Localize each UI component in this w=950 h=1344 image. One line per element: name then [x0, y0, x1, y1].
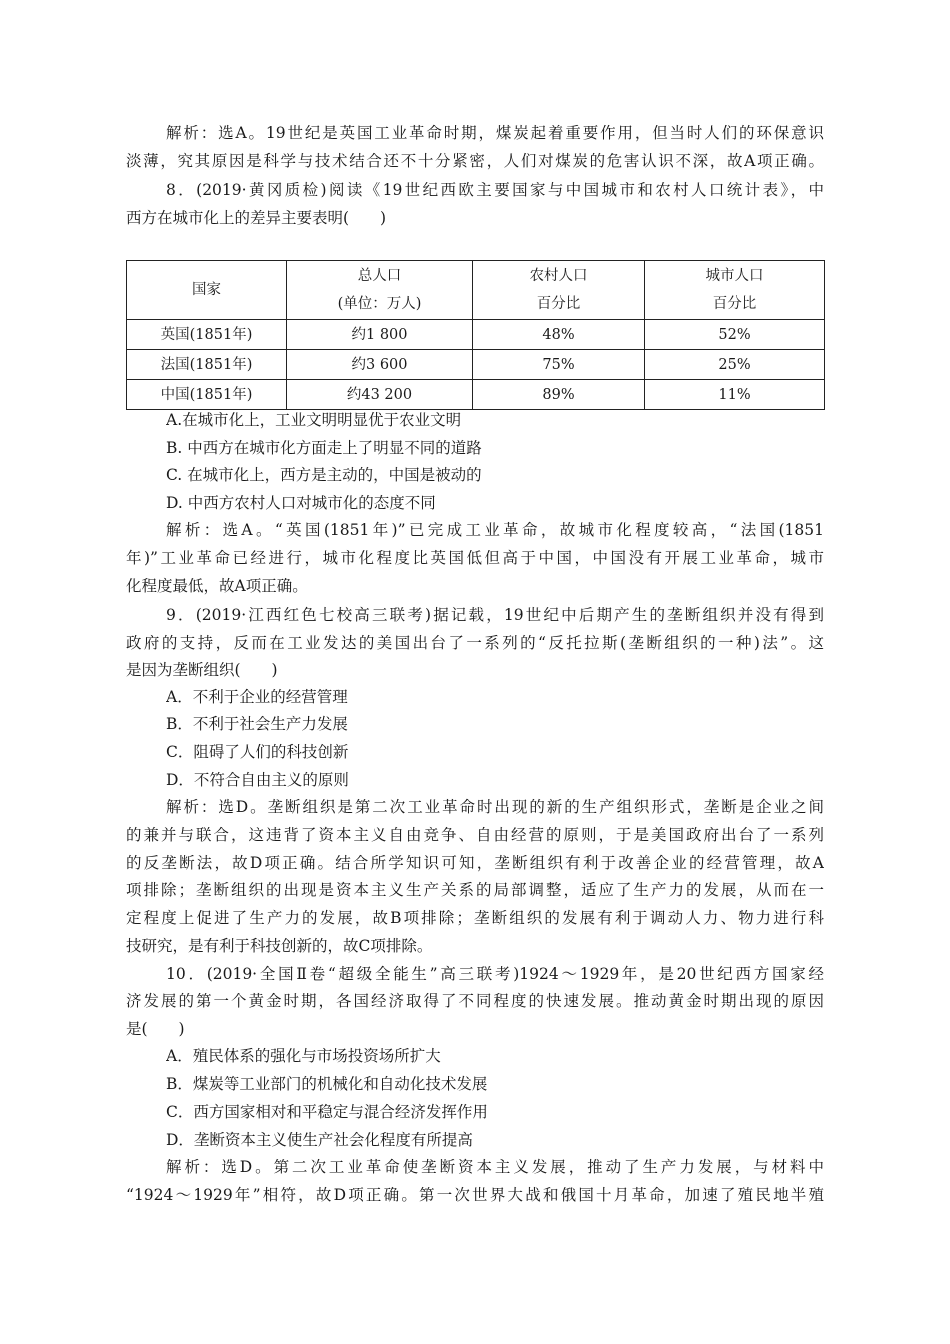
table-cell: 约1 800 — [287, 320, 473, 350]
table-cell: 52% — [645, 320, 825, 350]
header-country: 国家 — [127, 261, 287, 320]
table-cell: 约43 200 — [287, 380, 473, 410]
answer-10-line-1: 解析：选D。第二次工业革命使垄断资本主义发展，推动了生产力发展，与材料中 — [166, 1158, 824, 1176]
table-header-row — [127, 261, 825, 320]
q9-option-c: C．阻碍了人们的科技创新 — [166, 743, 349, 761]
question-10-line-1: 10．(2019·全国Ⅱ卷“超级全能生”高三联考)1924～1929年，是20世纪西方国家经 — [166, 965, 824, 983]
q9-option-b: B．不利于社会生产力发展 — [166, 715, 348, 733]
answer-9-line-6: 技研究，是有利于科技创新的，故C项排除。 — [126, 937, 433, 955]
header-total-population: 总人口 (单位：万人) — [287, 261, 473, 320]
q9-option-d: D．不符合自由主义的原则 — [166, 771, 349, 789]
answer-10-line-2: “1924～1929年”相符，故D项正确。第一次世界大战和俄国十月革命，加速了殖民地半殖 — [126, 1186, 824, 1204]
answer-9-line-4: 项排除；垄断组织的出现是资本主义生产关系的局部调整，适应了生产力的发展，从而在一 — [126, 881, 824, 899]
answer-9-line-3: 的反垄断法，故D项正确。结合所学知识可知，垄断组织有利于改善企业的经营管理，故A — [126, 854, 824, 872]
q8-option-b: B. 中西方在城市化方面走上了明显不同的道路 — [166, 439, 482, 457]
table-cell: 48% — [473, 320, 645, 350]
header-rural-percent: 农村人口 百分比 — [473, 261, 645, 320]
question-8-line-1: 8．(2019·黄冈质检)阅读《19世纪西欧主要国家与中国城市和农村人口统计表》，中 — [166, 181, 824, 199]
answer-9-line-1: 解析：选D。垄断组织是第二次工业革命时出现的新的生产组织形式，垄断是企业之间 — [166, 798, 824, 816]
table-cell: 11% — [645, 380, 825, 410]
question-9-line-2: 政府的支持，反而在工业发达的美国出台了一系列的“反托拉斯(垄断组织的一种)法”。这 — [126, 634, 824, 652]
table-cell: 约3 600 — [287, 350, 473, 380]
table-row — [127, 380, 825, 410]
question-9-line-1: 9．(2019·江西红色七校高三联考)据记载，19世纪中后期产生的垄断组织并没有得到 — [166, 606, 824, 624]
answer-8-line-1: 解析：选A。“英国(1851年)”已完成工业革命，故城市化程度较高，“法国(1851 — [166, 521, 824, 539]
table-row — [127, 320, 825, 350]
table-cell: 89% — [473, 380, 645, 410]
table-row — [127, 350, 825, 380]
q10-option-a: A．殖民体系的强化与市场投资场所扩大 — [166, 1047, 441, 1065]
population-table — [126, 260, 825, 410]
table-cell: 25% — [645, 350, 825, 380]
answer-9-line-2: 的兼并与联合，这违背了资本主义自由竞争、自由经营的原则，于是美国政府出台了一系列 — [126, 826, 824, 844]
q8-option-d: D. 中西方农村人口对城市化的态度不同 — [166, 494, 436, 512]
answer-7-line-2: 淡薄，究其原因是科学与技术结合还不十分紧密，人们对煤炭的危害认识不深，故A项正确。 — [126, 152, 824, 170]
table-cell: 法国(1851年) — [127, 350, 287, 380]
q10-option-d: D．垄断资本主义使生产社会化程度有所提高 — [166, 1131, 473, 1149]
question-10-line-2: 济发展的第一个黄金时期，各国经济取得了不同程度的快速发展。推动黄金时期出现的原因 — [126, 992, 824, 1010]
q8-option-c: C. 在城市化上，西方是主动的，中国是被动的 — [166, 466, 482, 484]
answer-7-line-1: 解析：选A。19世纪是英国工业革命时期，煤炭起着重要作用，但当时人们的环保意识 — [166, 124, 824, 142]
table-cell: 英国(1851年) — [127, 320, 287, 350]
q10-option-c: C．西方国家相对和平稳定与混合经济发挥作用 — [166, 1103, 488, 1121]
q9-option-a: A．不利于企业的经营管理 — [166, 688, 348, 706]
answer-9-line-5: 定程度上促进了生产力的发展，故B项排除；垄断组织的发展有利于调动人力、物力进行科 — [126, 909, 824, 927]
header-urban-percent: 城市人口 百分比 — [645, 261, 825, 320]
question-10-line-3: 是( ) — [126, 1020, 185, 1038]
question-9-line-3: 是因为垄断组织( ) — [126, 661, 278, 679]
table-cell: 75% — [473, 350, 645, 380]
q10-option-b: B．煤炭等工业部门的机械化和自动化技术发展 — [166, 1075, 488, 1093]
table-cell: 中国(1851年) — [127, 380, 287, 410]
answer-8-line-2: 年)”工业革命已经进行，城市化程度比英国低但高于中国，中国没有开展工业革命，城市 — [126, 549, 824, 567]
q8-option-a: A.在城市化上，工业文明明显优于农业文明 — [166, 411, 462, 429]
answer-8-line-3: 化程度最低，故A项正确。 — [126, 577, 308, 595]
question-8-line-2: 西方在城市化上的差异主要表明( ) — [126, 209, 387, 227]
